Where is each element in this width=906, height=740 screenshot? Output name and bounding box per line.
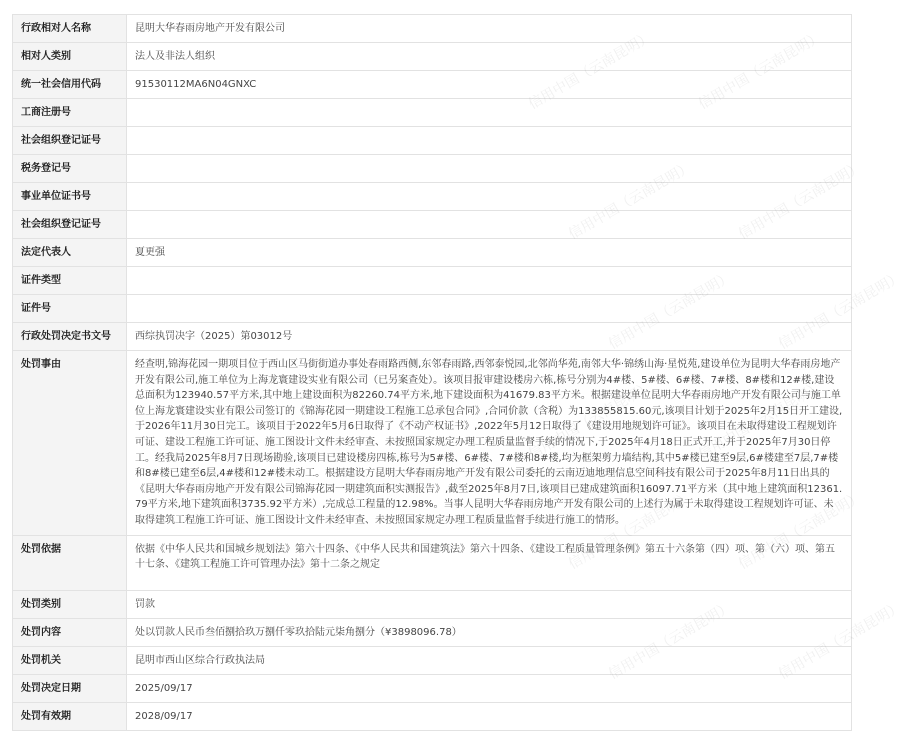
row-decision-date bbox=[13, 674, 852, 702]
field-value-public-institution-cert-no bbox=[127, 183, 852, 211]
row-counterpart-name bbox=[13, 15, 852, 43]
watermark-text: 信用中国（云南昆明） bbox=[605, 598, 736, 683]
watermark-text: 信用中国（云南昆明） bbox=[775, 598, 906, 683]
row-social-org-registration-no-2 bbox=[13, 211, 852, 239]
row-penalty-content bbox=[13, 618, 852, 646]
field-value-legal-representative: 夏更强 bbox=[127, 239, 852, 267]
field-label: 证件号 bbox=[13, 295, 127, 323]
field-value-id-number bbox=[127, 295, 852, 323]
row-penalty-basis bbox=[13, 535, 852, 590]
row-counterpart-category bbox=[13, 43, 852, 71]
row-id-type bbox=[13, 267, 852, 295]
field-label: 社会组织登记证号 bbox=[13, 127, 127, 155]
field-value-counterpart-category: 法人及非法人组织 bbox=[127, 43, 852, 71]
field-value-penalty-authority: 昆明市西山区综合行政执法局 bbox=[127, 646, 852, 674]
penalty-info-panel bbox=[12, 14, 852, 731]
field-label: 处罚依据 bbox=[13, 535, 127, 590]
field-value-penalty-reason: 经查明,锦海花园一期项目位于西山区马街街道办事处春雨路西侧,东邻春雨路,西邻泰悦园,北邻尚华苑,南邻大华·锦绣山海·星悦苑,建设单位为昆明大华春雨房地产开发有限公司,施工单位为上海龙寰建设实业有限公司（已另案查处）。该项目报审建设楼房六栋,栋号分别为4#楼、5#楼、6#楼、7#楼、8#楼和12#楼,建设总面积为123940.57平方米,其中地上建设面积为82260.74平方米,地下建设面积为41679.83平方米。根据建设单位昆明大华春雨房地产开发有限公司与施工单位上海龙寰建设实业有限公司签订的《锦海花园一期建设工程施工总承包合同》,合同价款（含税）为133855815.60元,该项目计划于2025年2月15日开工建设,于2026年11月30日完工。该项目于2022年5月6日取得了《不动产权证书》,2022年5月12日取得了《建设用地规划许可证》。该项目在未取得建设工程规划许可证、建设工程施工许可证、施工图设计文件未经审查、未按照国家规定办理工程质量监督手续的情况下,于2025年4月18日正式开工,并于2025年7月30日停工。经我局2025年8月7日现场勘验,该项目已建设楼房四栋,栋号为5#楼、6#楼、7#楼和8#楼,均为框架剪力墙结构,其中5#楼已建至9层,6#楼建至7层,7#楼和8#楼已建至6层,4#楼和12#楼未动工。根据建设方昆明大华春雨房地产开发有限公司委托的云南迈迪地理信息空间科技有限公司于2025年8月11日出具的《昆明大华春雨房地产开发有限公司锦海花园一期建筑面积实测报告》,截至2025年8月7日,该项目已建成建筑面积16097.71平方米（其中地上建筑面积12361.79平方米,地下建筑面积3735.92平方米）,完成总工程量的12.98%。当事人昆明大华春雨房地产开发有限公司的上述行为属于未取得建设工程规划许可证、未取得建筑工程施工许可证、施工图设计文件未经审查、未按照国家规定办理工程质量监督手续进行施工的情形。 bbox=[127, 351, 852, 536]
field-value-id-type bbox=[127, 267, 852, 295]
field-value-decision-document-no: 西综执罚决字（2025）第03012号 bbox=[127, 323, 852, 351]
field-label: 工商注册号 bbox=[13, 99, 127, 127]
field-value-penalty-content: 处以罚款人民币叁佰捌拾玖万捌仟零玖拾陆元柒角捌分（¥3898096.78） bbox=[127, 618, 852, 646]
penalty-info-table bbox=[12, 14, 852, 731]
field-label: 处罚机关 bbox=[13, 646, 127, 674]
watermark-text: 信用中国（云南昆明） bbox=[565, 488, 696, 573]
watermark-text: 信用中国（云南昆明） bbox=[695, 378, 826, 463]
watermark-text: 信用中国（云南昆明） bbox=[525, 378, 656, 463]
row-social-org-registration-no bbox=[13, 127, 852, 155]
field-label: 统一社会信用代码 bbox=[13, 71, 127, 99]
row-penalty-authority bbox=[13, 646, 852, 674]
field-value-penalty-category: 罚款 bbox=[127, 590, 852, 618]
field-value-penalty-basis: 依据《中华人民共和国城乡规划法》第六十四条、《中华人民共和国建筑法》第六十四条、《建设工程质量管理条例》第五十六条第（四）项、第（六）项、第五十七条、《建筑工程施工许可管理办法》第十二条之规定 bbox=[127, 535, 852, 590]
field-label: 处罚内容 bbox=[13, 618, 127, 646]
field-value-valid-until: 2028/09/17 bbox=[127, 702, 852, 730]
field-value-credit-code: 91530112MA6N04GNXC bbox=[127, 71, 852, 99]
row-tax-registration-no bbox=[13, 155, 852, 183]
field-label: 法定代表人 bbox=[13, 239, 127, 267]
watermark-text: 信用中国（云南昆明） bbox=[695, 28, 826, 113]
field-value-social-org-registration-no-2 bbox=[127, 211, 852, 239]
field-label: 相对人类别 bbox=[13, 43, 127, 71]
field-value-counterpart-name: 昆明大华春雨房地产开发有限公司 bbox=[127, 15, 852, 43]
row-penalty-category bbox=[13, 590, 852, 618]
field-label: 证件类型 bbox=[13, 267, 127, 295]
field-label: 处罚类别 bbox=[13, 590, 127, 618]
row-credit-code bbox=[13, 71, 852, 99]
row-valid-until bbox=[13, 702, 852, 730]
watermark-text: 信用中国（云南昆明） bbox=[775, 268, 906, 353]
row-public-institution-cert-no bbox=[13, 183, 852, 211]
row-decision-document-no bbox=[13, 323, 852, 351]
field-label: 行政处罚决定书文号 bbox=[13, 323, 127, 351]
row-id-number bbox=[13, 295, 852, 323]
field-label: 事业单位证书号 bbox=[13, 183, 127, 211]
field-label: 处罚有效期 bbox=[13, 702, 127, 730]
watermark-text: 信用中国（云南昆明） bbox=[735, 158, 866, 243]
field-value-tax-registration-no bbox=[127, 155, 852, 183]
watermark-text: 信用中国（云南昆明） bbox=[525, 28, 656, 113]
field-label: 处罚决定日期 bbox=[13, 674, 127, 702]
watermark-text: 信用中国（云南昆明） bbox=[605, 268, 736, 353]
watermark-text: 信用中国（云南昆明） bbox=[565, 158, 696, 243]
field-label: 处罚事由 bbox=[13, 351, 127, 536]
field-label: 税务登记号 bbox=[13, 155, 127, 183]
field-label: 社会组织登记证号 bbox=[13, 211, 127, 239]
field-value-social-org-registration-no bbox=[127, 127, 852, 155]
field-value-business-registration-no bbox=[127, 99, 852, 127]
row-legal-representative bbox=[13, 239, 852, 267]
row-penalty-reason bbox=[13, 351, 852, 536]
watermark-text: 信用中国（云南昆明） bbox=[735, 488, 866, 573]
row-business-registration-no bbox=[13, 99, 852, 127]
field-label: 行政相对人名称 bbox=[13, 15, 127, 43]
field-value-decision-date: 2025/09/17 bbox=[127, 674, 852, 702]
